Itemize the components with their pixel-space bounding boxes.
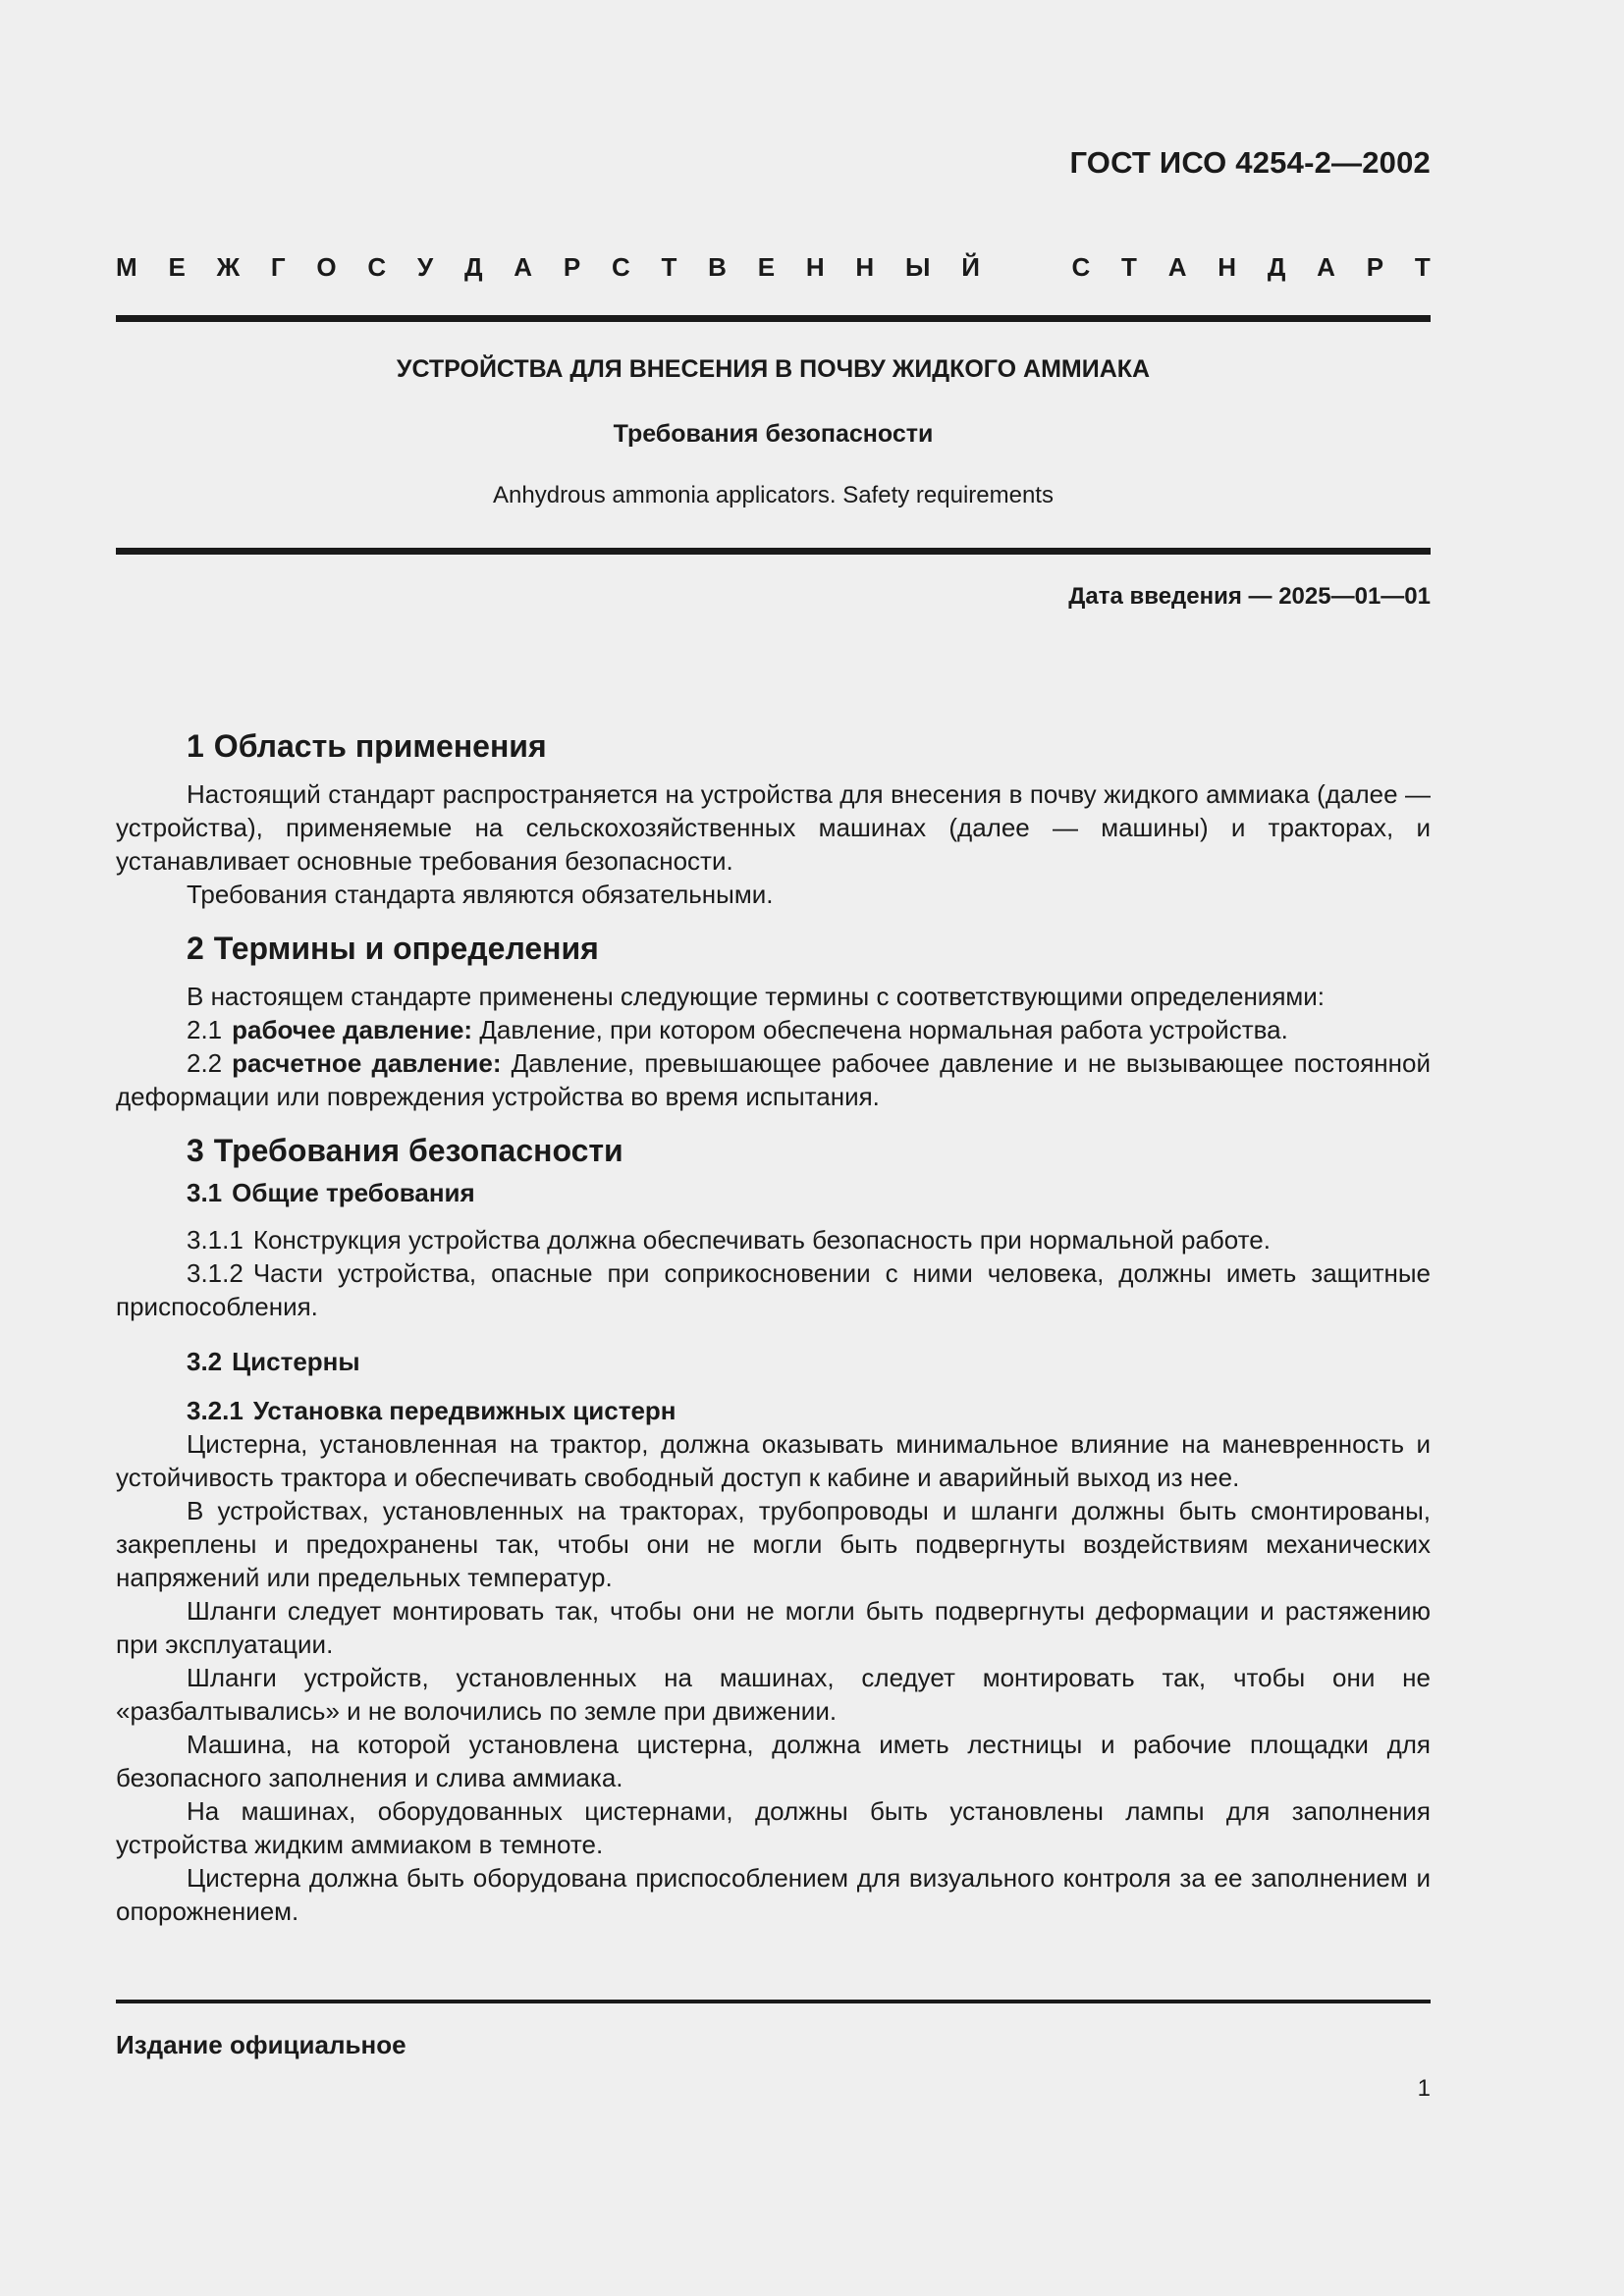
standard-kind-letter: Т: [1414, 252, 1431, 282]
standard-kind-letter: Д: [1267, 252, 1286, 282]
standard-kind-letter: Д: [463, 252, 483, 282]
standard-kind-letter: Й: [961, 252, 980, 282]
footer-divider: [116, 2000, 1431, 2003]
page-number: 1: [1417, 2075, 1431, 2102]
standard-kind-letter: М: [116, 252, 137, 282]
term: рабочее давление:: [232, 1015, 473, 1044]
paragraph: 3.1.2 Части устройства, опасные при соприкосновении с ними человека, должны иметь защитные приспособления.: [116, 1258, 1431, 1321]
subsection-heading: 3.2 Цистерны: [187, 1347, 360, 1376]
term-definition: 2.1 рабочее давление: Давление, при котором обеспечена нормальная работа устройства.: [187, 1015, 1288, 1044]
paragraph: Шланги устройств, установленных на машинах, следует монтировать так, чтобы они не «разбалтывались» и не волочились по земле при движении.: [116, 1663, 1431, 1726]
standard-kind-letter: Н: [855, 252, 875, 282]
standard-kind-letter: В: [708, 252, 727, 282]
document-title: УСТРОЙСТВА ДЛЯ ВНЕСЕНИЯ В ПОЧВУ ЖИДКОГО АММИАКА: [396, 355, 1151, 383]
standard-kind-letter: Г: [270, 252, 286, 282]
official-edition-label: Издание официальное: [116, 2030, 406, 2059]
title-divider: [116, 548, 1431, 555]
paragraph: Цистерна должна быть оборудована приспособлением для визуального контроля за ее заполнением и опорожнением.: [116, 1863, 1431, 1926]
standard-kind-letter: Е: [168, 252, 186, 282]
paragraph: В настоящем стандарте применены следующие термины с соответствующими определениями:: [187, 982, 1326, 1011]
standard-kind-letter: С: [611, 252, 630, 282]
paragraph: Настоящий стандарт распространяется на устройства для внесения в почву жидкого аммиака (далее — устройства), применяемые на сельскохозяйственных машинах (далее — машины) и тракторах, и устанавливает основные требования безопасности.: [116, 779, 1431, 876]
standard-kind-letter: Т: [661, 252, 677, 282]
word-gap: [1011, 252, 1041, 283]
standard-kind-letter: С: [367, 252, 387, 282]
paragraph: На машинах, оборудованных цистернами, должны быть установлены лампы для заполнения устройства жидким аммиаком в темноте.: [116, 1796, 1431, 1859]
section-heading: 3 Требования безопасности: [187, 1133, 623, 1168]
standard-kind-letter: Р: [1366, 252, 1384, 282]
standard-kind-letter: А: [514, 252, 533, 282]
document-code: ГОСТ ИСО 4254-2—2002: [1069, 145, 1431, 180]
document-title-english: Anhydrous ammonia applicators. Safety requirements: [493, 482, 1054, 508]
paragraph: Требования стандарта являются обязательными.: [187, 880, 774, 909]
subsection-heading: 3.1 Общие требования: [187, 1178, 475, 1207]
standard-kind-letter: С: [1071, 252, 1091, 282]
paragraph: 3.1.1 Конструкция устройства должна обеспечивать безопасность при нормальной работе.: [187, 1225, 1271, 1255]
document-body: [116, 726, 1431, 1928]
document-page: [116, 0, 1431, 2296]
term-definition: 2.2 расчетное давление: Давление, превышающее рабочее давление и не вызывающее постоянной деформации или повреждения устройства во время испытания.: [116, 1048, 1431, 1111]
introduction-date: Дата введения — 2025—01—01: [1068, 583, 1431, 610]
section-heading: 1 Область применения: [187, 728, 547, 764]
document-subtitle: Требования безопасности: [613, 420, 934, 448]
subsection-heading: 3.2.1 Установка передвижных цистерн: [187, 1396, 677, 1425]
standard-kind-letter: А: [1317, 252, 1335, 282]
paragraph: Машина, на которой установлена цистерна, должна иметь лестницы и рабочие площадки для безопасного заполнения и слива аммиака.: [116, 1730, 1431, 1792]
standard-kind-letter: О: [316, 252, 337, 282]
standard-kind-letter: Ж: [216, 252, 241, 282]
standard-kind-letter: А: [1167, 252, 1187, 282]
standard-kind-letter: Р: [563, 252, 581, 282]
standard-kind-letter: Е: [757, 252, 776, 282]
header-divider: [116, 315, 1431, 322]
standard-kind-letter: Т: [1121, 252, 1137, 282]
standard-kind-letter: У: [416, 252, 434, 282]
section-heading: 2 Термины и определения: [187, 931, 599, 966]
paragraph: В устройствах, установленных на тракторах, трубопроводы и шланги должны быть смонтированы, закреплены и предохранены так, чтобы они не могли быть подвергнуты воздействиям механических напряжений или предельных температур.: [116, 1496, 1431, 1592]
standard-kind-letter: Н: [805, 252, 825, 282]
term: расчетное давление:: [232, 1048, 502, 1078]
standard-kind-heading: [116, 252, 1431, 283]
paragraph: Шланги следует монтировать так, чтобы они не могли быть подвергнуты деформации и растяжению при эксплуатации.: [116, 1596, 1431, 1659]
standard-kind-letter: Н: [1218, 252, 1237, 282]
paragraph: Цистерна, установленная на трактор, должна оказывать минимальное влияние на маневренность и устойчивость трактора и обеспечивать свободный доступ к кабине и аварийный выход из нее.: [116, 1429, 1431, 1492]
standard-kind-letter: Ы: [904, 252, 931, 282]
